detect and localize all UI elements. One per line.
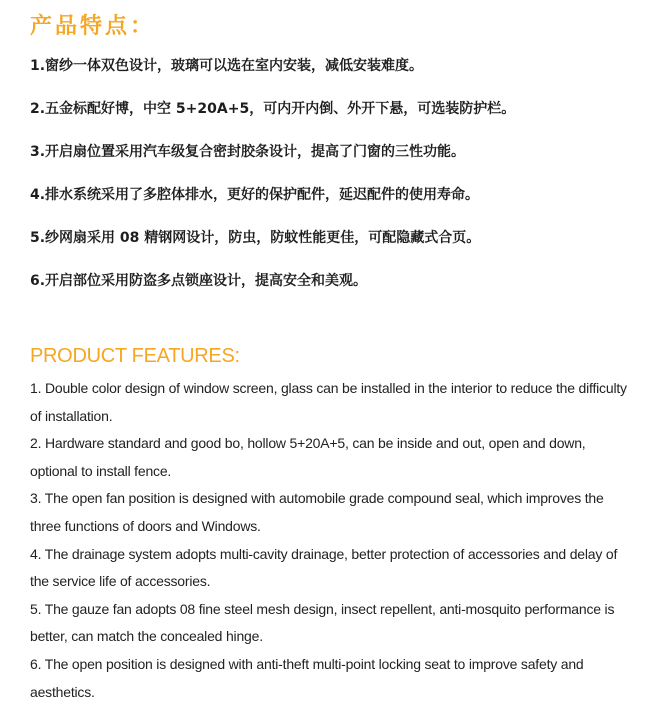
chinese-features-title: 产品特点： [30, 14, 156, 39]
english-features-list [30, 375, 630, 706]
english-feature-item: 3. The open fan position is designed with automobile grade compound seal, which improves the three functions of doors and Windows. [30, 490, 604, 534]
english-feature-item: 6. The open position is designed with anti-theft multi-point locking seat to improve safety and aesthetics. [30, 655, 584, 700]
chinese-feature-item: 5.纱网扇采用 08 精钢网设计，防虫，防蚊性能更佳，可配隐藏式合页。 [30, 230, 481, 246]
chinese-feature-item: 6.开启部位采用防盗多点锁座设计，提高安全和美观。 [30, 273, 368, 289]
chinese-features-list [30, 52, 640, 310]
english-feature-item: 2. Hardware standard and good bo, hollow 5+20A+5, can be inside and out, open and down, optional to install fence. [30, 435, 586, 479]
english-feature-item: 1. Double color design of window screen, glass can be installed in the interior to reduce the difficulty of installation. [30, 380, 627, 424]
chinese-feature-item: 4.排水系统采用了多腔体排水，更好的保护配件，延迟配件的使用寿命。 [30, 187, 480, 203]
chinese-feature-item: 2.五金标配好博，中空 5+20A+5，可内开内倒、外开下悬，可选装防护栏。 [30, 101, 516, 117]
english-feature-item: 4. The drainage system adopts multi-cavity drainage, better protection of accessories and delay of the service life of accessories. [30, 545, 618, 590]
chinese-feature-item: 3.开启扇位置采用汽车级复合密封胶条设计，提高了门窗的三性功能。 [30, 144, 466, 160]
english-feature-item: 5. The gauze fan adopts 08 fine steel mesh design, insect repellent, anti-mosquito performance is better, can match the concealed hinge. [30, 600, 615, 645]
english-features-title: PRODUCT FEATURES: [30, 345, 240, 367]
chinese-feature-item: 1.窗纱一体双色设计，玻璃可以选在室内安装，减低安装难度。 [30, 58, 424, 74]
